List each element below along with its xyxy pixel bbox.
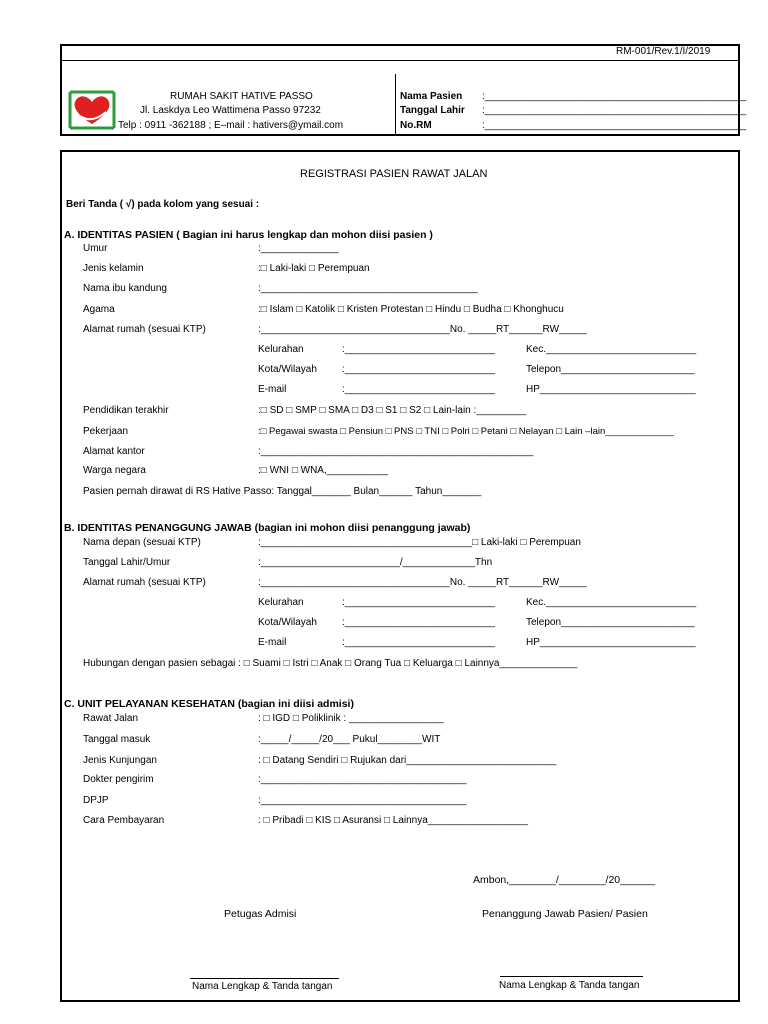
patient-dob-field[interactable]: :_______________________________________________ [482, 105, 747, 116]
kelurahan-label: Kelurahan [258, 344, 304, 355]
city-field[interactable]: :___________________________ [342, 364, 495, 375]
office-address-label: Alamat kantor [83, 446, 145, 457]
guardian-hp-field[interactable]: HP____________________________ [526, 637, 696, 648]
guardian-address-field[interactable]: :__________________________________No. _____RT______RW_____ [258, 577, 587, 588]
gender-label: Jenis kelamin [83, 263, 144, 274]
instruction: Beri Tanda ( √) pada kolom yang sesuai : [66, 199, 260, 210]
outpatient-label: Rawat Jalan [83, 713, 139, 724]
guardian-name-field[interactable]: :______________________________________□ Laki-laki □ Perempuan [258, 537, 581, 548]
guardian-dob-field[interactable]: :_________________________/_____________Thn [258, 557, 493, 568]
address-field[interactable]: :__________________________________No. _____RT______RW_____ [258, 324, 587, 335]
admission-date-label: Tanggal masuk [83, 734, 151, 745]
gender-options[interactable]: :□ Laki-laki □ Perempuan [258, 263, 370, 274]
right-signature-caption: Nama Lengkap & Tanda tangan [499, 980, 640, 991]
section-b-heading: B. IDENTITAS PENANGGUNG JAWAB (bagian ini mohon diisi penanggung jawab) [64, 522, 471, 534]
phone-field[interactable]: Telepon________________________ [526, 364, 695, 375]
hospital-name: RUMAH SAKIT HATIVE PASSO [170, 91, 313, 102]
citizenship-label: Warga negara [83, 465, 146, 476]
form-title: REGISTRASI PASIEN RAWAT JALAN [300, 168, 488, 180]
guardian-city-field[interactable]: :___________________________ [342, 617, 495, 628]
hp-field[interactable]: HP____________________________ [526, 384, 696, 395]
patient-rm-field[interactable]: :_______________________________________________ [482, 120, 747, 131]
form-code: RM-001/Rev.1/I/2019 [616, 46, 711, 57]
guardian-kelurahan-field[interactable]: :___________________________ [342, 597, 495, 608]
guardian-kecamatan-field[interactable]: Kec.___________________________ [526, 597, 697, 608]
dpjp-label: DPJP [83, 795, 109, 806]
payment-options[interactable]: : □ Pribadi □ KIS □ Asuransi □ Lainnya__________________ [258, 815, 528, 826]
admission-date-field[interactable]: :_____/_____/20___ Pukul________WIT [258, 734, 441, 745]
citizenship-options[interactable]: :□ WNI □ WNA,___________ [258, 465, 388, 476]
header-divider [395, 74, 396, 134]
umur-field[interactable]: :______________ [258, 243, 339, 254]
outpatient-options[interactable]: : □ IGD □ Poliklinik : _________________ [258, 713, 444, 724]
guardian-signature-label: Penanggung Jawab Pasien/ Pasien [482, 908, 648, 920]
city-label: Kota/Wilayah [258, 364, 317, 375]
guardian-dob-label: Tanggal Lahir/Umur [83, 557, 171, 568]
admission-officer-label: Petugas Admisi [224, 908, 297, 920]
left-signature-caption: Nama Lengkap & Tanda tangan [192, 981, 333, 992]
office-address-field[interactable]: :_________________________________________________ [258, 446, 534, 457]
place-date-field[interactable]: Ambon,________/________/20______ [473, 874, 656, 886]
guardian-city-label: Kota/Wilayah [258, 617, 317, 628]
umur-label: Umur [83, 243, 108, 254]
email-label: E-mail [258, 384, 287, 395]
occupation-options[interactable]: :□ Pegawai swasta □ Pensiun □ PNS □ TNI □ Polri □ Petani □ Nelayan □ Lain –lain_____________ [258, 426, 674, 437]
patient-dob-label: Tanggal Lahir [400, 105, 465, 116]
guardian-kelurahan-label: Kelurahan [258, 597, 304, 608]
hospital-contact: Telp : 0911 -362188 ; E–mail : hativers@ymail.com [118, 120, 344, 131]
email-field[interactable]: :___________________________ [342, 384, 495, 395]
dpjp-field[interactable]: :_____________________________________ [258, 795, 467, 806]
education-label: Pendidikan terakhir [83, 405, 169, 416]
header-top-rule [62, 60, 738, 61]
mother-name-label: Nama ibu kandung [83, 283, 167, 294]
visit-type-label: Jenis Kunjungan [83, 755, 157, 766]
guardian-phone-field[interactable]: Telepon________________________ [526, 617, 695, 628]
section-a-heading: A. IDENTITAS PASIEN ( Bagian ini harus lengkap dan mohon diisi pasien ) [64, 229, 433, 241]
kelurahan-field[interactable]: :___________________________ [342, 344, 495, 355]
kecamatan-field[interactable]: Kec.___________________________ [526, 344, 697, 355]
guardian-email-field[interactable]: :___________________________ [342, 637, 495, 648]
hospital-logo [66, 90, 118, 130]
religion-label: Agama [83, 304, 115, 315]
previous-visit[interactable]: Pasien pernah dirawat di RS Hative Passo: Tanggal_______ Bulan______ Tahun_______ [83, 486, 482, 497]
relationship-options[interactable]: Hubungan dengan pasien sebagai : □ Suami □ Istri □ Anak □ Orang Tua □ Keluarga □ Lainnya______________ [83, 658, 578, 669]
guardian-name-label: Nama depan (sesuai KTP) [83, 537, 201, 548]
left-signature-line[interactable] [190, 978, 339, 979]
occupation-label: Pekerjaan [83, 426, 129, 437]
referring-doctor-field[interactable]: :_____________________________________ [258, 774, 467, 785]
patient-rm-label: No.RM [400, 120, 432, 131]
section-c-heading: C. UNIT PELAYANAN KESEHATAN (bagian ini diisi admisi) [64, 698, 354, 710]
education-options[interactable]: :□ SD □ SMP □ SMA □ D3 □ S1 □ S2 □ Lain-lain :_________ [258, 405, 527, 416]
mother-name-field[interactable]: :_______________________________________ [258, 283, 478, 294]
patient-name-field[interactable]: :_______________________________________________ [482, 91, 747, 102]
religion-options[interactable]: :□ Islam □ Katolik □ Kristen Protestan □ Hindu □ Budha □ Khonghucu [258, 304, 564, 315]
guardian-email-label: E-mail [258, 637, 287, 648]
patient-name-label: Nama Pasien [400, 91, 463, 102]
visit-type-options[interactable]: : □ Datang Sendiri □ Rujukan dari___________________________ [258, 755, 557, 766]
hospital-address: Jl. Laskdya Leo Wattimena Passo 97232 [140, 105, 321, 116]
payment-label: Cara Pembayaran [83, 815, 165, 826]
guardian-address-label: Alamat rumah (sesuai KTP) [83, 577, 206, 588]
referring-doctor-label: Dokter pengirim [83, 774, 154, 785]
address-label: Alamat rumah (sesuai KTP) [83, 324, 206, 335]
right-signature-line[interactable] [500, 976, 643, 977]
